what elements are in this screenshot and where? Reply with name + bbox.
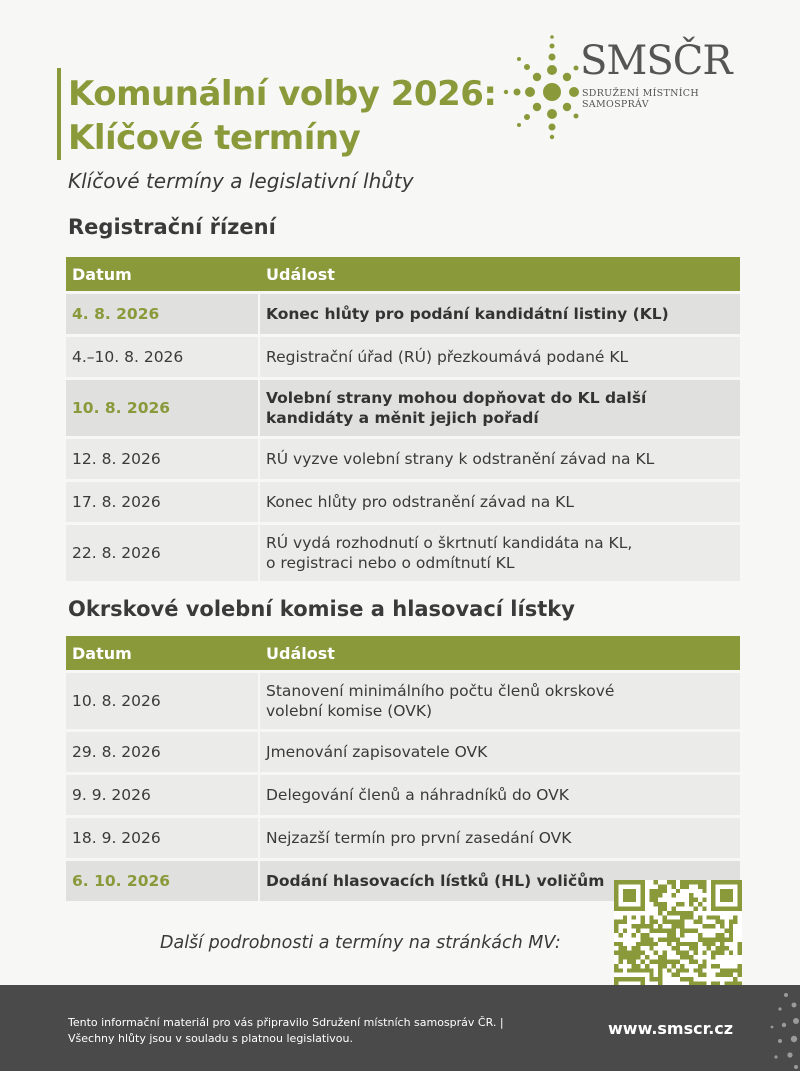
row-date: 29. 8. 2026 [66, 732, 260, 772]
row-event-line: Nejzazší termín pro první zasedání OVK [266, 829, 572, 847]
row-date: 4. 8. 2026 [66, 294, 260, 334]
column-header-date: Datum [66, 636, 260, 670]
row-event-line: Dodání hlasovacích lístků (HL) voličům [266, 872, 605, 890]
section-heading-registration: Registrační řízení [68, 215, 276, 239]
title-accent-bar [57, 68, 61, 160]
row-date: 22. 8. 2026 [66, 525, 260, 581]
footer [0, 985, 800, 1071]
row-event-line: RÚ vyzve volební strany k odstranění závad na KL [266, 450, 655, 468]
title-line-2: Klíčové termíny [68, 118, 361, 158]
commissions-table [66, 633, 740, 904]
row-event-line: Delegování členů a náhradníků do OVK [266, 786, 569, 804]
row-event [260, 380, 740, 436]
footer-line-2: Všechny hlůty jsou v souladu s platnou legislativou. [68, 1032, 353, 1045]
footer-line-1: Tento informační materiál pro vás připravilo Sdružení místních samospráv ČR. | [68, 1016, 504, 1029]
title-line-1: Komunální volby 2026: [68, 74, 497, 114]
row-date: 18. 9. 2026 [66, 818, 260, 858]
row-event [260, 673, 740, 729]
column-header-date: Datum [66, 257, 260, 291]
row-event [260, 818, 740, 858]
decorative-dots-icon [750, 985, 800, 1071]
row-date: 4.–10. 8. 2026 [66, 337, 260, 377]
table-row [66, 482, 740, 522]
row-event-line: Stanovení minimálního počtu členů okrskové [266, 682, 615, 700]
row-date: 6. 10. 2026 [66, 861, 260, 901]
row-event-line: volební komise (OVK) [266, 702, 433, 720]
column-header-event: Událost [260, 257, 740, 291]
sunburst-dots-icon [500, 30, 580, 140]
website-link[interactable]: www.smscr.cz [608, 1019, 734, 1038]
footer-text [68, 1015, 608, 1047]
table-header-row [66, 636, 740, 670]
row-date: 12. 8. 2026 [66, 439, 260, 479]
row-event-line: Konec hlůty pro odstranění závad na KL [266, 493, 574, 511]
row-event [260, 337, 740, 377]
row-event-line: Registrační úřad (RÚ) přezkoumává podané KL [266, 348, 629, 366]
logo-tagline: SDRUŽENÍ MÍSTNÍCH SAMOSPRÁV [582, 88, 699, 110]
column-header-event: Událost [260, 636, 740, 670]
row-event-line: o registraci nebo o odmítnutí KL [266, 554, 515, 572]
row-event [260, 439, 740, 479]
row-event-line: Volební strany mohou dopňovat do KL další [266, 389, 647, 407]
row-date: 9. 9. 2026 [66, 775, 260, 815]
page-subtitle: Klíčové termíny a legislativní lhůty [68, 169, 414, 193]
table-header-row [66, 257, 740, 291]
table-row [66, 294, 740, 334]
table-row [66, 439, 740, 479]
table-row [66, 732, 740, 772]
row-event-line: Konec hlůty pro podání kandidátní listiny (KL) [266, 305, 669, 323]
row-date: 17. 8. 2026 [66, 482, 260, 522]
row-date: 10. 8. 2026 [66, 673, 260, 729]
row-event [260, 775, 740, 815]
table-row [66, 673, 740, 729]
row-event [260, 294, 740, 334]
row-event [260, 732, 740, 772]
section-heading-commissions: Okrskové volební komise a hlasovací lístky [68, 597, 575, 621]
table-row [66, 525, 740, 581]
logo-wordmark: SMSČR [580, 38, 732, 84]
page-title [68, 72, 496, 160]
table-row [66, 380, 740, 436]
table-row [66, 818, 740, 858]
row-event-line: Jmenování zapisovatele OVK [266, 743, 488, 761]
row-event-line: kandidáty a měnit jejich pořadí [266, 409, 539, 427]
smscr-logo [500, 30, 750, 140]
row-event-line: RÚ vydá rozhodnutí o škrtnutí kandidáta na KL, [266, 534, 633, 552]
table-row [66, 337, 740, 377]
more-info-text: Další podrobnosti a termíny na stránkách MV: [160, 933, 561, 953]
registration-table [66, 254, 740, 584]
row-event [260, 482, 740, 522]
row-date: 10. 8. 2026 [66, 380, 260, 436]
table-row [66, 775, 740, 815]
row-event [260, 525, 740, 581]
